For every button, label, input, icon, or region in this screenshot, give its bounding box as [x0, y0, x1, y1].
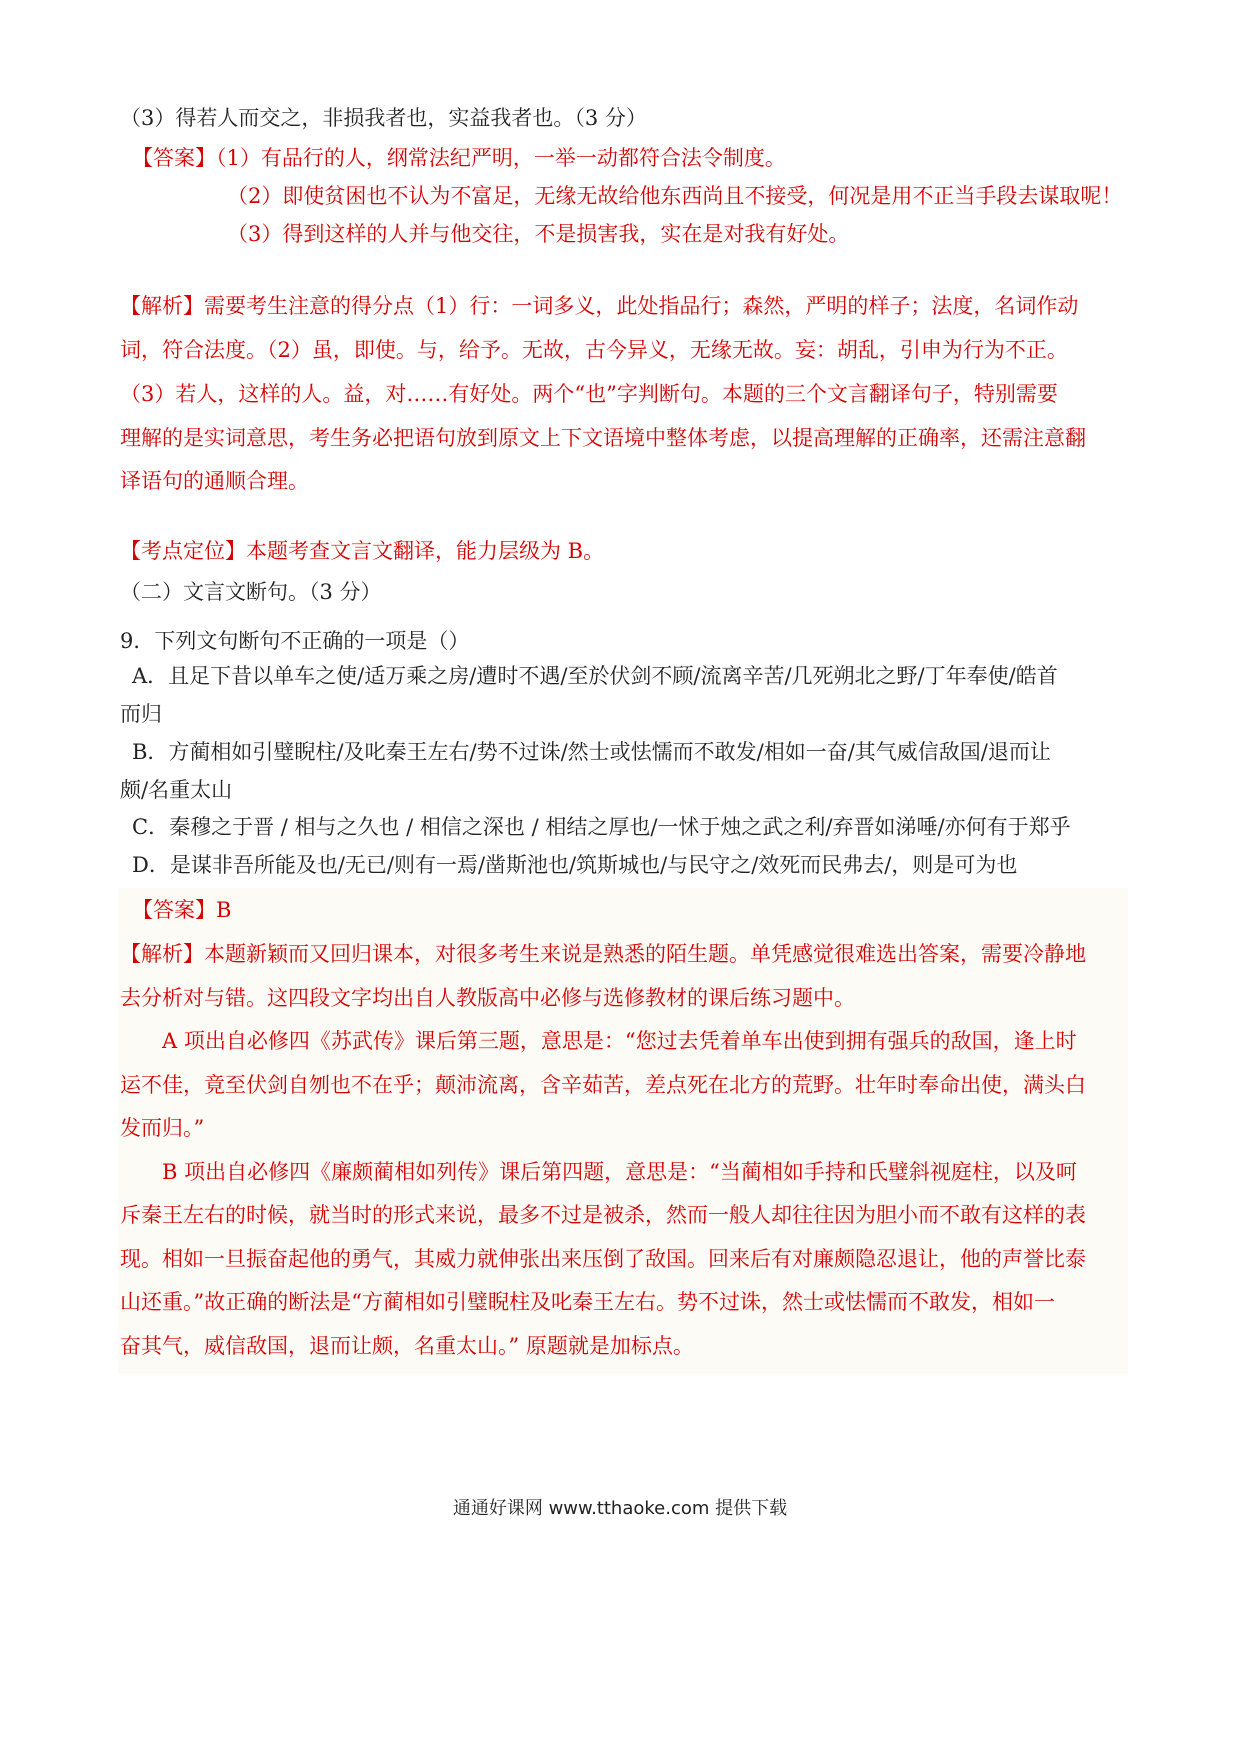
kaodian-tag: 【考点定位】 — [120, 539, 246, 563]
page-footer: 通通好课网 www.tthaoke.com 提供下载 — [452, 1498, 788, 1519]
kaodian-line — [120, 537, 604, 565]
answer-text: （1）有品行的人，纲常法纪严明，一举一动都符合法令制度。 — [216, 146, 786, 170]
q9-option-d: D．是谋非吾所能及也/无已/则有一焉/凿斯池也/筑斯城也/与民守之/效死而民弗去/，则是可为也 — [132, 853, 1018, 877]
analysis-line-1 — [120, 292, 1078, 320]
answer-text: B — [216, 898, 232, 922]
analysis-line-2: 词，符合法度。（2）虽，即使。与，给予。无故，古今异义，无缘无故。妄：胡乱，引申为行为不正。 — [120, 338, 1068, 362]
q9-analysis-line-2: 去分析对与错。这四段文字均出自人教版高中必修与选修教材的课后练习题中。 — [120, 986, 855, 1010]
q9-para-b-line-4: 山还重。”故正确的断法是“方蔺相如引璧睨柱及叱秦王左右。势不过诛，然士或怯懦而不敢发，相如一 — [120, 1290, 1055, 1314]
q9-answer — [132, 896, 231, 924]
answer-tag: 【答案】 — [132, 898, 216, 922]
q9-para-b-line-3: 现。相如一旦振奋起他的勇气，其威力就伸张出来压倒了敌国。回来后有对廉颇隐忍退让，他的声誉比泰 — [120, 1247, 1086, 1271]
q9-para-a-line-2: 运不佳，竟至伏剑自刎也不在乎；颠沛流离，含辛茹苦，差点死在北方的荒野。壮年时奉命出使，满头白 — [120, 1073, 1086, 1097]
q9-para-a-line-1: A 项出自必修四《苏武传》课后第三题，意思是：“您过去凭着单车出使到拥有强兵的敌国，逢上时 — [162, 1029, 1077, 1053]
answer-tag: 【答案】 — [132, 146, 216, 170]
analysis-line-3: （3）若人，这样的人。益，对……有好处。两个“也”字判断句。本题的三个文言翻译句子，特别需要 — [120, 382, 1058, 406]
q3-answer-line-2: （2）即使贫困也不认为不富足，无缘无故给他东西尚且不接受，何况是用不正当手段去谋取呢！ — [227, 184, 1123, 208]
q3-question: （3）得若人而交之，非损我者也，实益我者也。（3 分） — [120, 106, 647, 130]
analysis-line-5: 译语句的通顺合理。 — [120, 469, 309, 493]
analysis-text: 本题新颖而又回归课本，对很多考生来说是熟悉的陌生题。单凭感觉很难选出答案，需要冷静地 — [204, 942, 1086, 966]
q9-option-b: B．方蔺相如引璧睨柱/及叱秦王左右/势不过诛/然士或怯懦而不敢发/相如一奋/其气威信敌国/退而让 — [132, 740, 1051, 764]
analysis-line-4: 理解的是实词意思，考生务必把语句放到原文上下文语境中整体考虑，以提高理解的正确率，还需注意翻 — [120, 426, 1086, 450]
q9-option-b-cont: 颇/名重太山 — [120, 778, 233, 802]
kaodian-text: 本题考查文言文翻译，能力层级为 B。 — [246, 539, 605, 563]
q9-para-b-line-5: 奋其气，威信敌国，退而让颇，名重太山。” 原题就是加标点。 — [120, 1334, 694, 1358]
q9-option-a: A．且足下昔以单车之使/适万乘之房/遭时不遇/至於伏剑不顾/流离辛苦/几死朔北之野/丁年奉使/皓首 — [132, 664, 1058, 688]
q9-para-a-line-3: 发而归。” — [120, 1116, 205, 1140]
q9-stem: 9．下列文句断句不正确的一项是（） — [120, 629, 470, 653]
section-heading: （二）文言文断句。（3 分） — [120, 580, 382, 604]
analysis-text: 需要考生注意的得分点（1）行：一词多义，此处指品行；森然，严明的样子；法度，名词作动 — [204, 294, 1079, 318]
q3-answer-line-3: （3）得到这样的人并与他交往，不是损害我，实在是对我有好处。 — [227, 222, 850, 246]
analysis-tag: 【解析】 — [120, 294, 204, 318]
q9-option-a-cont: 而归 — [120, 702, 162, 726]
q3-answer-line-1 — [132, 144, 786, 172]
analysis-tag: 【解析】 — [120, 942, 204, 966]
q9-para-b-line-1: B 项出自必修四《廉颇蔺相如列传》课后第四题，意思是：“当蔺相如手持和氏璧斜视庭柱，以及呵 — [162, 1160, 1077, 1184]
q9-para-b-line-2: 斥秦王左右的时候，就当时的形式来说，最多不过是被杀，然而一般人却往往因为胆小而不敢有这样的表 — [120, 1203, 1086, 1227]
q9-analysis-line-1 — [120, 940, 1086, 968]
q9-option-c: C．秦穆之于晋 / 相与之久也 / 相信之深也 / 相结之厚也/一怵于烛之武之利/弃晋如涕唾/亦何有于郑乎 — [132, 815, 1071, 839]
